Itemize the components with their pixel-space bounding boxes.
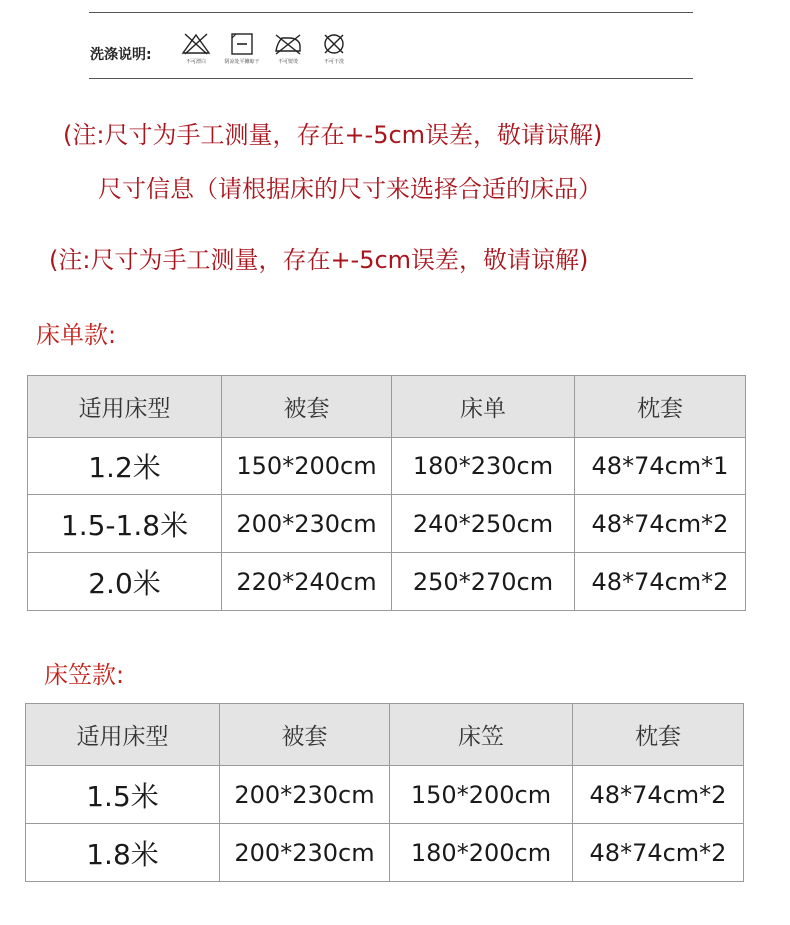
table-row xyxy=(28,495,746,553)
no-iron-icon xyxy=(270,32,306,56)
icon-caption: 不可漂白 xyxy=(185,59,206,65)
icon-caption: 不可熨烫 xyxy=(277,59,298,65)
wash-divider xyxy=(89,78,693,79)
measurement-note: (注:尺寸为手工测量，存在+-5cm误差，敬请谅解) xyxy=(63,121,603,149)
cell-bed-sheet: 250*270cm xyxy=(392,553,575,611)
header-fitted-sheet: 床笠 xyxy=(390,704,573,766)
no-dry-clean-item xyxy=(316,32,352,65)
table-row xyxy=(28,553,746,611)
cell-duvet-cover: 150*200cm xyxy=(222,438,392,495)
header-pillowcase: 枕套 xyxy=(573,704,744,766)
cell-duvet-cover: 200*230cm xyxy=(222,495,392,553)
icon-caption: 阴凉处平摊晾干 xyxy=(224,59,260,65)
header-pillowcase: 枕套 xyxy=(575,376,746,438)
cell-pillowcase: 48*74cm*2 xyxy=(575,553,746,611)
header-bed-type: 适用床型 xyxy=(26,704,220,766)
cell-bed-sheet: 180*230cm xyxy=(392,438,575,495)
no-iron-item xyxy=(270,32,306,65)
cell-duvet-cover: 220*240cm xyxy=(222,553,392,611)
cell-duvet-cover: 200*230cm xyxy=(220,766,390,824)
top-divider xyxy=(89,12,693,13)
no-bleach-item xyxy=(178,32,214,65)
fitted-section-title: 床笠款: xyxy=(44,661,125,689)
fitted-size-table xyxy=(25,703,744,882)
measurement-note-2: (注:尺寸为手工测量，存在+-5cm误差，敬请谅解) xyxy=(49,246,589,274)
header-bed-type: 适用床型 xyxy=(28,376,222,438)
cell-bed-type: 1.5米 xyxy=(26,766,220,824)
wash-icons xyxy=(178,32,352,65)
sheet-size-table xyxy=(27,375,746,611)
table-header-row xyxy=(28,376,746,438)
cell-bed-type: 1.2米 xyxy=(28,438,222,495)
cell-pillowcase: 48*74cm*1 xyxy=(575,438,746,495)
cell-pillowcase: 48*74cm*2 xyxy=(573,766,744,824)
table-header-row xyxy=(26,704,744,766)
cell-bed-type: 1.5-1.8米 xyxy=(28,495,222,553)
cell-fitted-sheet: 150*200cm xyxy=(390,766,573,824)
sheet-section-title: 床单款: xyxy=(36,321,117,349)
cell-bed-sheet: 240*250cm xyxy=(392,495,575,553)
table-row xyxy=(28,438,746,495)
table-row xyxy=(26,766,744,824)
cell-fitted-sheet: 180*200cm xyxy=(390,824,573,882)
icon-caption: 不可干洗 xyxy=(323,59,344,65)
cell-bed-type: 1.8米 xyxy=(26,824,220,882)
wash-label: 洗涤说明: xyxy=(90,47,152,63)
no-bleach-icon xyxy=(178,32,214,56)
size-info-heading: 尺寸信息（请根据床的尺寸来选择合适的床品） xyxy=(98,175,602,203)
no-dry-clean-icon xyxy=(316,32,352,56)
dry-flat-shade-icon xyxy=(224,32,260,56)
header-duvet-cover: 被套 xyxy=(220,704,390,766)
cell-duvet-cover: 200*230cm xyxy=(220,824,390,882)
header-duvet-cover: 被套 xyxy=(222,376,392,438)
cell-pillowcase: 48*74cm*2 xyxy=(575,495,746,553)
cell-pillowcase: 48*74cm*2 xyxy=(573,824,744,882)
table-row xyxy=(26,824,744,882)
dry-flat-item xyxy=(224,32,260,65)
cell-bed-type: 2.0米 xyxy=(28,553,222,611)
header-bed-sheet: 床单 xyxy=(392,376,575,438)
